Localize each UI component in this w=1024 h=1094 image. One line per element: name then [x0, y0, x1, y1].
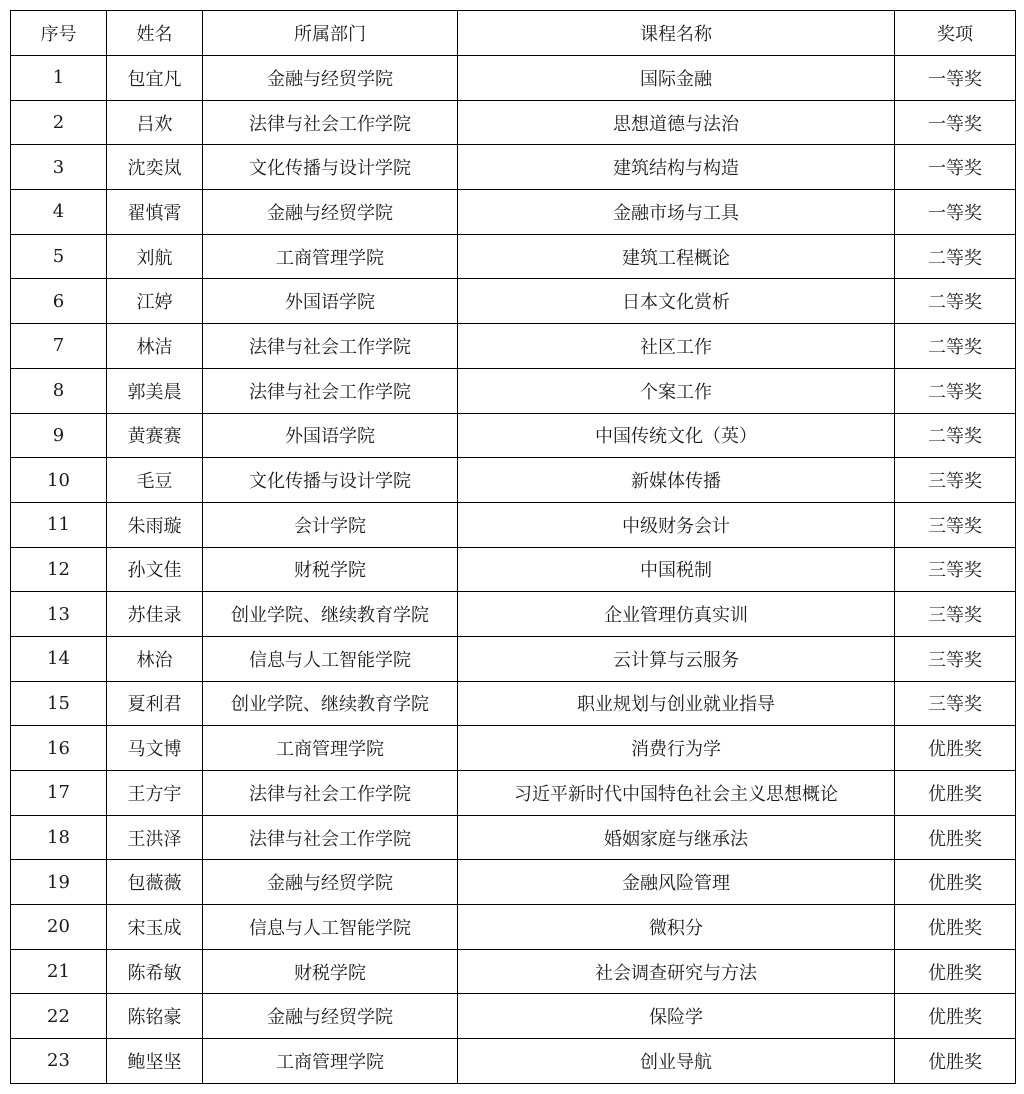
cell-index: 22 — [11, 994, 107, 1039]
cell-award: 二等奖 — [895, 234, 1016, 279]
table-header — [11, 11, 1016, 56]
table-row — [11, 636, 1016, 681]
table-row — [11, 413, 1016, 458]
cell-index: 14 — [11, 636, 107, 681]
table-row — [11, 905, 1016, 950]
cell-course: 社区工作 — [458, 324, 895, 369]
table-row — [11, 815, 1016, 860]
cell-name: 苏佳录 — [107, 592, 203, 637]
cell-department: 外国语学院 — [203, 413, 458, 458]
cell-index: 8 — [11, 368, 107, 413]
cell-index: 23 — [11, 1039, 107, 1084]
cell-award: 优胜奖 — [895, 771, 1016, 816]
cell-department: 法律与社会工作学院 — [203, 815, 458, 860]
table-row — [11, 502, 1016, 547]
cell-course: 职业规划与创业就业指导 — [458, 681, 895, 726]
table-row — [11, 190, 1016, 235]
table-row — [11, 860, 1016, 905]
table-row — [11, 547, 1016, 592]
table-row — [11, 681, 1016, 726]
header-row — [11, 11, 1016, 56]
cell-index: 4 — [11, 190, 107, 235]
header-index: 序号 — [11, 11, 107, 56]
table-body — [11, 56, 1016, 1084]
cell-award: 二等奖 — [895, 324, 1016, 369]
cell-department: 法律与社会工作学院 — [203, 771, 458, 816]
cell-name: 翟慎霄 — [107, 190, 203, 235]
cell-department: 工商管理学院 — [203, 726, 458, 771]
cell-index: 19 — [11, 860, 107, 905]
cell-department: 信息与人工智能学院 — [203, 636, 458, 681]
cell-department: 法律与社会工作学院 — [203, 100, 458, 145]
cell-department: 法律与社会工作学院 — [203, 368, 458, 413]
cell-award: 一等奖 — [895, 100, 1016, 145]
table-row — [11, 234, 1016, 279]
table-row — [11, 592, 1016, 637]
cell-department: 金融与经贸学院 — [203, 994, 458, 1039]
award-table — [10, 10, 1016, 1084]
cell-course: 金融市场与工具 — [458, 190, 895, 235]
cell-award: 优胜奖 — [895, 949, 1016, 994]
cell-course: 国际金融 — [458, 56, 895, 101]
table-row — [11, 279, 1016, 324]
cell-course: 习近平新时代中国特色社会主义思想概论 — [458, 771, 895, 816]
cell-name: 吕欢 — [107, 100, 203, 145]
cell-award: 一等奖 — [895, 56, 1016, 101]
cell-index: 16 — [11, 726, 107, 771]
cell-name: 郭美晨 — [107, 368, 203, 413]
cell-course: 中国税制 — [458, 547, 895, 592]
table-row — [11, 368, 1016, 413]
cell-course: 个案工作 — [458, 368, 895, 413]
cell-name: 夏利君 — [107, 681, 203, 726]
cell-index: 5 — [11, 234, 107, 279]
cell-name: 马文博 — [107, 726, 203, 771]
cell-department: 金融与经贸学院 — [203, 860, 458, 905]
cell-index: 3 — [11, 145, 107, 190]
table-row — [11, 458, 1016, 503]
cell-name: 林洁 — [107, 324, 203, 369]
cell-name: 宋玉成 — [107, 905, 203, 950]
cell-course: 消费行为学 — [458, 726, 895, 771]
table-row — [11, 994, 1016, 1039]
table-row — [11, 726, 1016, 771]
cell-award: 优胜奖 — [895, 726, 1016, 771]
cell-name: 王洪泽 — [107, 815, 203, 860]
cell-index: 10 — [11, 458, 107, 503]
cell-course: 企业管理仿真实训 — [458, 592, 895, 637]
cell-name: 黄赛赛 — [107, 413, 203, 458]
cell-award: 二等奖 — [895, 368, 1016, 413]
cell-index: 7 — [11, 324, 107, 369]
cell-department: 创业学院、继续教育学院 — [203, 592, 458, 637]
table-row — [11, 100, 1016, 145]
cell-department: 工商管理学院 — [203, 1039, 458, 1084]
cell-course: 日本文化赏析 — [458, 279, 895, 324]
table-row — [11, 949, 1016, 994]
cell-name: 王方宇 — [107, 771, 203, 816]
cell-name: 包宜凡 — [107, 56, 203, 101]
cell-department: 财税学院 — [203, 949, 458, 994]
cell-award: 优胜奖 — [895, 1039, 1016, 1084]
cell-department: 文化传播与设计学院 — [203, 145, 458, 190]
cell-award: 三等奖 — [895, 502, 1016, 547]
cell-award: 二等奖 — [895, 279, 1016, 324]
cell-department: 工商管理学院 — [203, 234, 458, 279]
cell-index: 1 — [11, 56, 107, 101]
cell-department: 会计学院 — [203, 502, 458, 547]
cell-course: 微积分 — [458, 905, 895, 950]
cell-course: 新媒体传播 — [458, 458, 895, 503]
cell-course: 中级财务会计 — [458, 502, 895, 547]
cell-name: 林治 — [107, 636, 203, 681]
cell-award: 优胜奖 — [895, 905, 1016, 950]
cell-index: 21 — [11, 949, 107, 994]
cell-award: 优胜奖 — [895, 994, 1016, 1039]
cell-course: 中国传统文化（英） — [458, 413, 895, 458]
cell-department: 金融与经贸学院 — [203, 56, 458, 101]
cell-name: 江婷 — [107, 279, 203, 324]
header-name: 姓名 — [107, 11, 203, 56]
cell-course: 社会调查研究与方法 — [458, 949, 895, 994]
cell-award: 二等奖 — [895, 413, 1016, 458]
cell-department: 外国语学院 — [203, 279, 458, 324]
table-row — [11, 145, 1016, 190]
cell-award: 优胜奖 — [895, 860, 1016, 905]
cell-award: 三等奖 — [895, 458, 1016, 503]
table-row — [11, 56, 1016, 101]
header-award: 奖项 — [895, 11, 1016, 56]
cell-name: 陈铭豪 — [107, 994, 203, 1039]
cell-department: 文化传播与设计学院 — [203, 458, 458, 503]
cell-course: 金融风险管理 — [458, 860, 895, 905]
cell-award: 一等奖 — [895, 145, 1016, 190]
cell-course: 创业导航 — [458, 1039, 895, 1084]
header-course: 课程名称 — [458, 11, 895, 56]
cell-course: 保险学 — [458, 994, 895, 1039]
cell-course: 云计算与云服务 — [458, 636, 895, 681]
cell-name: 孙文佳 — [107, 547, 203, 592]
cell-award: 一等奖 — [895, 190, 1016, 235]
cell-department: 金融与经贸学院 — [203, 190, 458, 235]
cell-department: 财税学院 — [203, 547, 458, 592]
cell-index: 6 — [11, 279, 107, 324]
cell-department: 法律与社会工作学院 — [203, 324, 458, 369]
table-row — [11, 324, 1016, 369]
cell-course: 建筑工程概论 — [458, 234, 895, 279]
cell-index: 11 — [11, 502, 107, 547]
cell-name: 朱雨璇 — [107, 502, 203, 547]
cell-index: 17 — [11, 771, 107, 816]
header-department: 所属部门 — [203, 11, 458, 56]
cell-department: 信息与人工智能学院 — [203, 905, 458, 950]
cell-name: 沈奕岚 — [107, 145, 203, 190]
cell-course: 思想道德与法治 — [458, 100, 895, 145]
cell-award: 三等奖 — [895, 636, 1016, 681]
table-row — [11, 771, 1016, 816]
cell-name: 陈希敏 — [107, 949, 203, 994]
cell-index: 18 — [11, 815, 107, 860]
cell-name: 包薇薇 — [107, 860, 203, 905]
cell-award: 三等奖 — [895, 681, 1016, 726]
cell-index: 20 — [11, 905, 107, 950]
cell-award: 三等奖 — [895, 547, 1016, 592]
cell-index: 2 — [11, 100, 107, 145]
cell-award: 三等奖 — [895, 592, 1016, 637]
cell-index: 15 — [11, 681, 107, 726]
cell-award: 优胜奖 — [895, 815, 1016, 860]
cell-name: 鲍坚坚 — [107, 1039, 203, 1084]
cell-course: 建筑结构与构造 — [458, 145, 895, 190]
cell-name: 刘航 — [107, 234, 203, 279]
cell-course: 婚姻家庭与继承法 — [458, 815, 895, 860]
cell-index: 13 — [11, 592, 107, 637]
table-row — [11, 1039, 1016, 1084]
cell-index: 12 — [11, 547, 107, 592]
cell-department: 创业学院、继续教育学院 — [203, 681, 458, 726]
cell-name: 毛豆 — [107, 458, 203, 503]
cell-index: 9 — [11, 413, 107, 458]
